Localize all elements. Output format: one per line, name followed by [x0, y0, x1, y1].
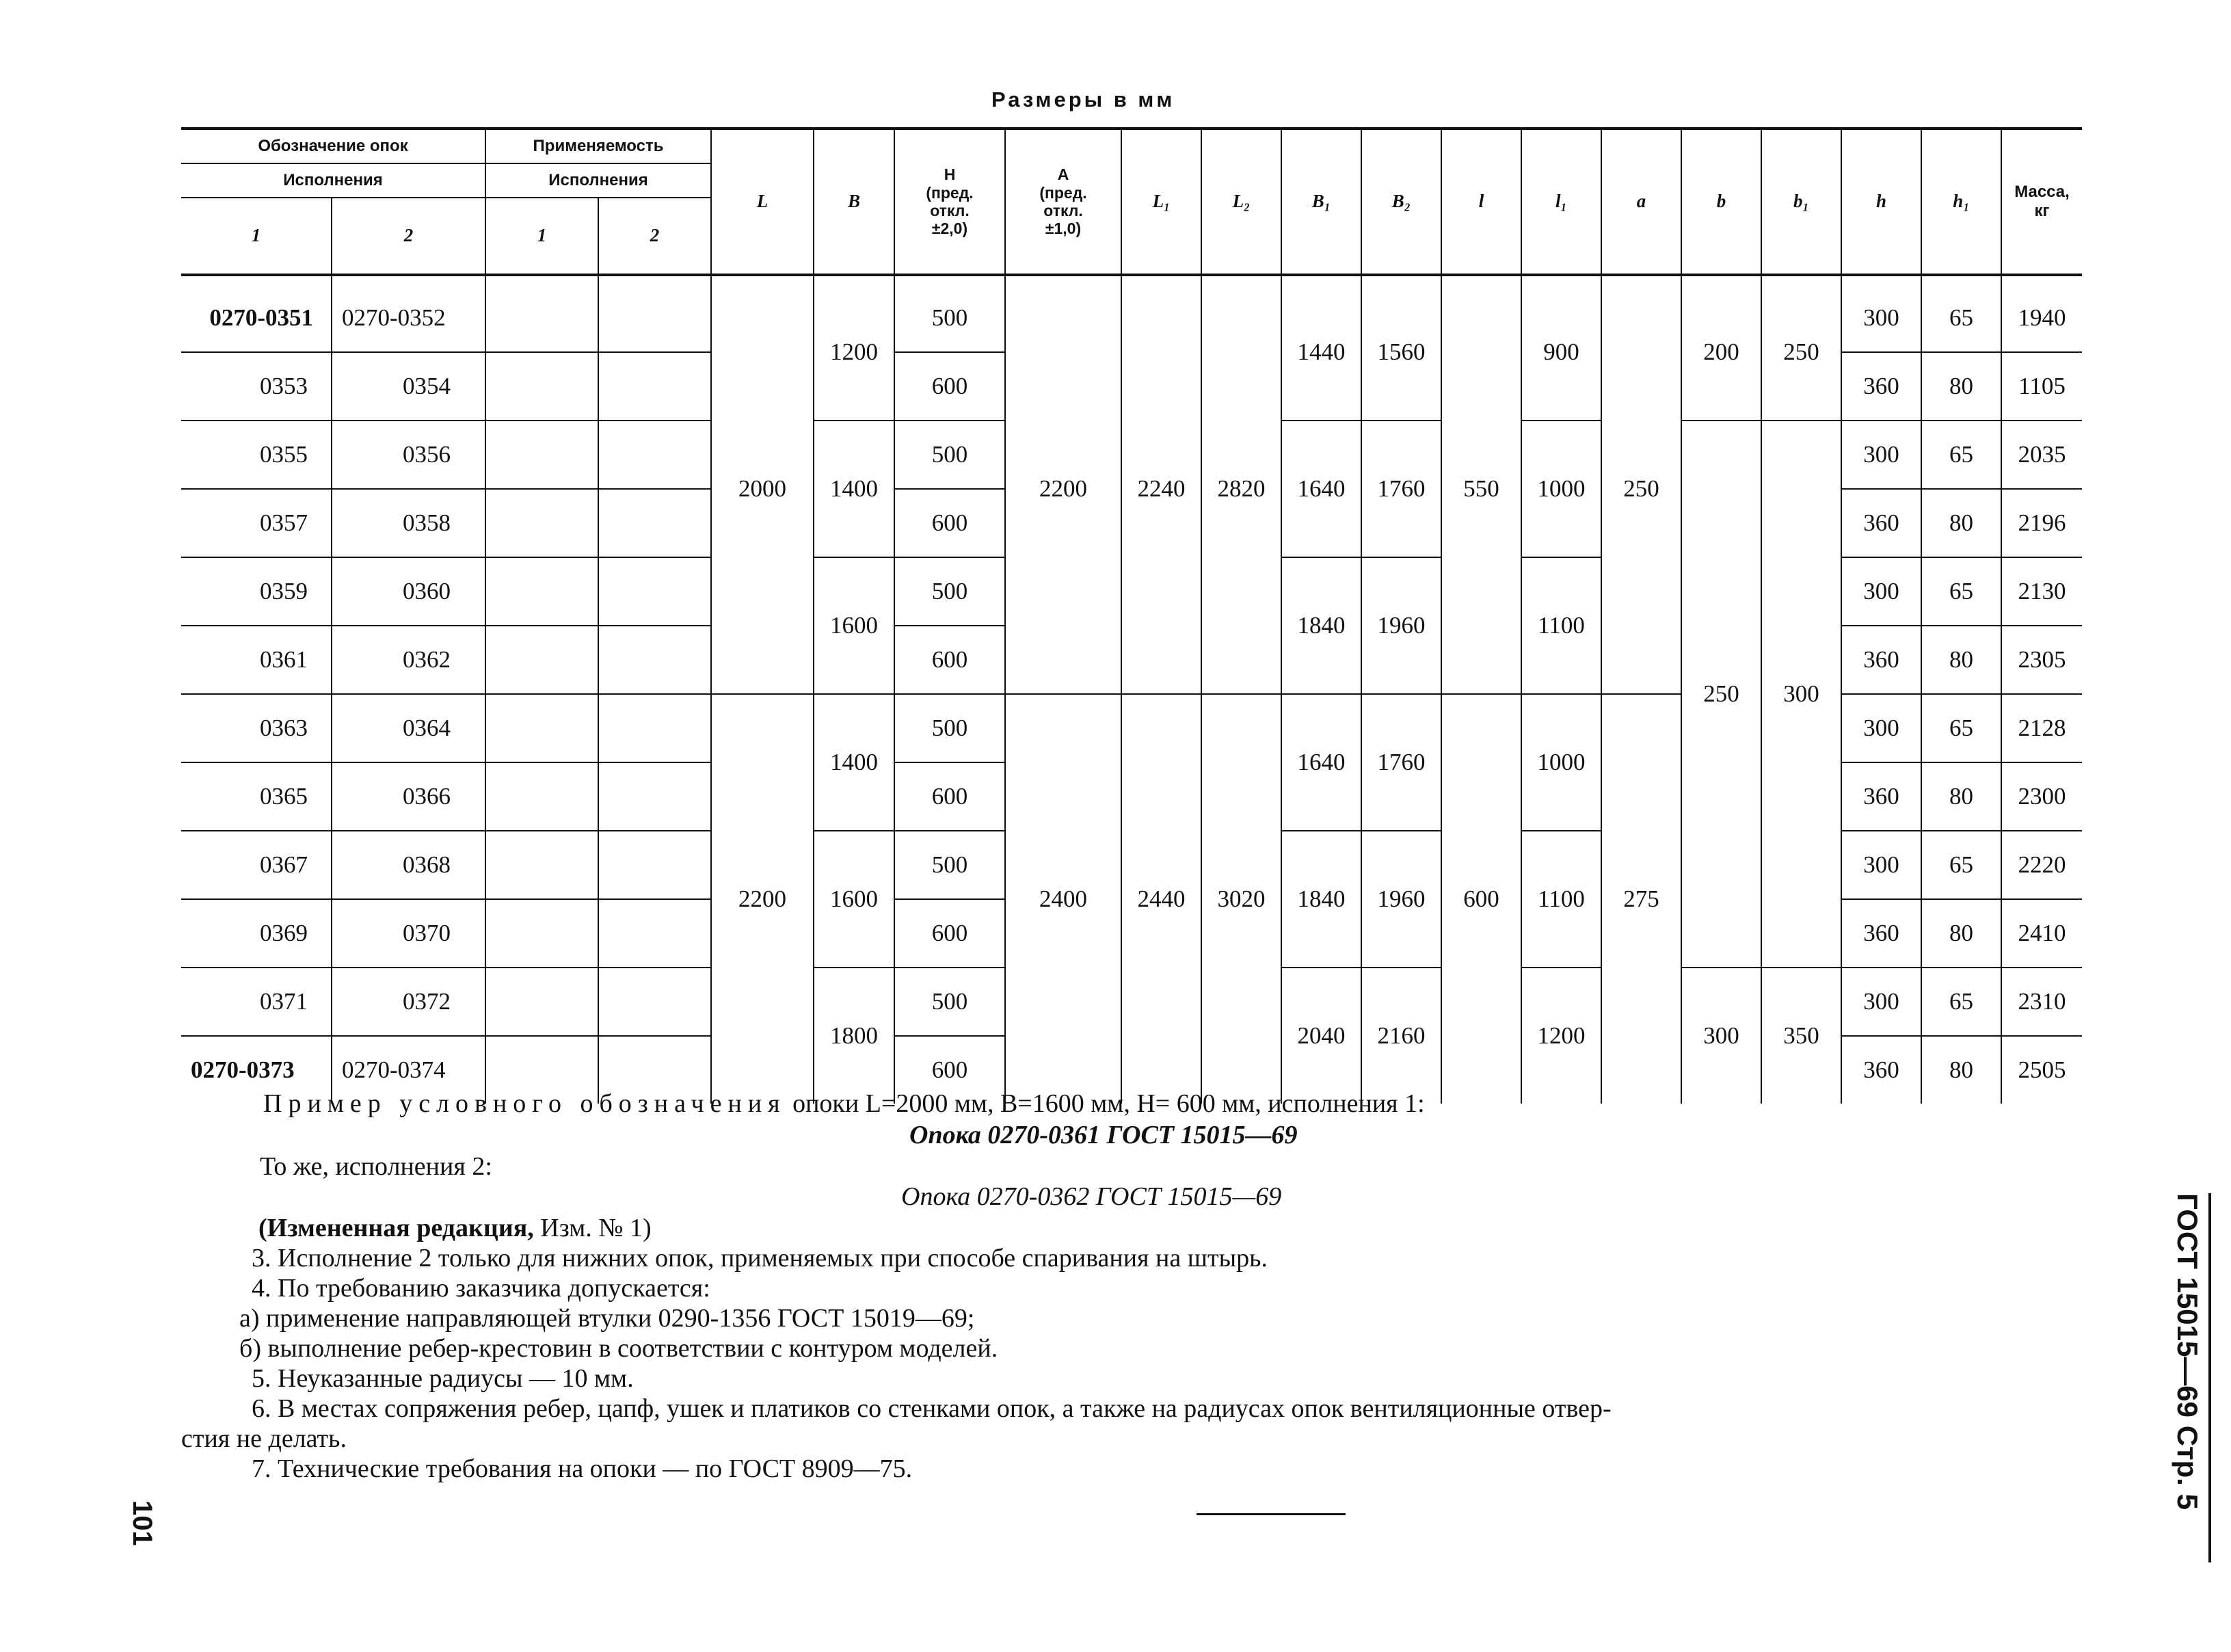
cell-l: 550 — [1441, 284, 1521, 694]
cell-applicability-1 — [485, 968, 598, 1036]
cell-mass: 2130 — [2001, 557, 2082, 626]
cell-h: 300 — [1841, 284, 1921, 352]
header-h: h — [1841, 129, 1921, 275]
note-item-4: 4. По требованию заказчика допускается: — [252, 1274, 710, 1303]
cell-applicability-1 — [485, 762, 598, 831]
cell-applicability-1 — [485, 421, 598, 489]
cell-variant-2: 0356 — [332, 421, 485, 489]
cell-variant-2: 0362 — [332, 626, 485, 694]
cell-h: 360 — [1841, 352, 1921, 421]
cell-variant-1: 0355 — [181, 421, 332, 489]
cell-A: 2200 — [1005, 284, 1121, 694]
cell-b: 250 — [1681, 421, 1761, 968]
cell-variant-1: 0369 — [181, 899, 332, 968]
cell-L2: 3020 — [1201, 694, 1281, 1104]
cell-mass: 2410 — [2001, 899, 2082, 968]
cell-B2: 1960 — [1361, 557, 1441, 694]
cell-L1: 2240 — [1121, 284, 1201, 694]
cell-mass: 2300 — [2001, 762, 2082, 831]
note-item-4b: б) выполнение ребер-крестовин в соответствии с контуром моделей. — [239, 1334, 998, 1363]
cell-B1: 1840 — [1281, 831, 1361, 968]
table-caption: Размеры в мм — [991, 88, 1175, 111]
cell-applicability-2 — [598, 762, 711, 831]
note-item-6-line1: 6. В местах сопряжения ребер, цапф, ушек и платиков со стенками опок, а также на радиусах опок вентиляционные отвер- — [252, 1394, 1612, 1423]
cell-mass: 2220 — [2001, 831, 2082, 899]
revision-number: Изм. № 1) — [540, 1214, 652, 1242]
cell-variant-1: 0357 — [181, 489, 332, 557]
cell-H: 500 — [894, 421, 1005, 489]
cell-applicability-1 — [485, 831, 598, 899]
cell-applicability-1 — [485, 489, 598, 557]
cell-variant-2: 0360 — [332, 557, 485, 626]
cell-B1: 1440 — [1281, 284, 1361, 421]
cell-variant-2: 0270-0374 — [332, 1036, 485, 1104]
cell-applicability-1 — [485, 352, 598, 421]
cell-applicability-1 — [485, 284, 598, 352]
cell-applicability-2 — [598, 626, 711, 694]
cell-b: 200 — [1681, 284, 1761, 421]
header-B: B — [814, 129, 894, 275]
cell-h1: 65 — [1921, 421, 2001, 489]
cell-L1: 2440 — [1121, 694, 1201, 1104]
cell-b1: 250 — [1761, 284, 1841, 421]
cell-applicability-1 — [485, 899, 598, 968]
cell-variant-1: 0367 — [181, 831, 332, 899]
cell-L2: 2820 — [1201, 284, 1281, 694]
cell-H: 500 — [894, 968, 1005, 1036]
dimensions-table — [181, 127, 2082, 1104]
cell-h1: 80 — [1921, 899, 2001, 968]
header-A: А (пред. откл. ±1,0) — [1005, 129, 1121, 275]
cell-h1: 65 — [1921, 284, 2001, 352]
cell-variant-1: 0270-0373 — [181, 1036, 332, 1104]
cell-mass: 2128 — [2001, 694, 2082, 762]
header-L: L — [711, 129, 814, 275]
cell-h1: 80 — [1921, 352, 2001, 421]
cell-mass: 1940 — [2001, 284, 2082, 352]
cell-B2: 1960 — [1361, 831, 1441, 968]
cell-variant-2: 0354 — [332, 352, 485, 421]
cell-applicability-2 — [598, 968, 711, 1036]
example-rest: опоки L=2000 мм, B=1600 мм, H= 600 мм, исполнения 1: — [792, 1089, 1425, 1118]
cell-B: 1400 — [814, 694, 894, 831]
cell-l: 600 — [1441, 694, 1521, 1104]
cell-H: 600 — [894, 489, 1005, 557]
cell-applicability-1 — [485, 694, 598, 762]
cell-h: 300 — [1841, 557, 1921, 626]
cell-variant-2: 0364 — [332, 694, 485, 762]
header-variant-2: 2 — [332, 198, 485, 275]
cell-h: 360 — [1841, 899, 1921, 968]
cell-applicability-2 — [598, 831, 711, 899]
header-variant-1: 1 — [181, 198, 332, 275]
revision-label: (Измененная редакция, — [258, 1214, 534, 1242]
cell-applicability-2 — [598, 899, 711, 968]
cell-variant-1: 0363 — [181, 694, 332, 762]
cell-applicability-1 — [485, 626, 598, 694]
cell-L: 2200 — [711, 694, 814, 1104]
cell-H: 500 — [894, 694, 1005, 762]
cell-a: 275 — [1601, 694, 1681, 1104]
header-B2: B₂ — [1361, 129, 1441, 275]
cell-variant-1: 0353 — [181, 352, 332, 421]
cell-variant-1: 0365 — [181, 762, 332, 831]
cell-l1: 1200 — [1521, 968, 1601, 1104]
header-l: l — [1441, 129, 1521, 275]
cell-h1: 65 — [1921, 694, 2001, 762]
cell-h: 300 — [1841, 694, 1921, 762]
cell-A: 2400 — [1005, 694, 1121, 1104]
cell-applicability-2 — [598, 421, 711, 489]
cell-h: 360 — [1841, 762, 1921, 831]
cell-h: 360 — [1841, 626, 1921, 694]
cell-l1: 1000 — [1521, 694, 1601, 831]
header-b1: b₁ — [1761, 129, 1841, 275]
cell-variant-2: 0370 — [332, 899, 485, 968]
cell-H: 500 — [894, 831, 1005, 899]
example-line — [263, 1090, 1425, 1119]
cell-B2: 2160 — [1361, 968, 1441, 1104]
example-code-2: Опока 0270-0362 ГОСТ 15015—69 — [901, 1182, 1282, 1211]
table-row — [181, 284, 2082, 352]
cell-mass: 1105 — [2001, 352, 2082, 421]
cell-applicability-2 — [598, 557, 711, 626]
cell-variant-1: 0270-0351 — [209, 304, 313, 331]
cell-H: 500 — [894, 284, 1005, 352]
note-item-4a: а) применение направляющей втулки 0290-1356 ГОСТ 15019—69; — [239, 1304, 975, 1333]
header-H: H (пред. откл. ±2,0) — [894, 129, 1005, 275]
cell-mass: 2035 — [2001, 421, 2082, 489]
note-item-5: 5. Неуказанные радиусы — 10 мм. — [252, 1364, 634, 1393]
cell-L: 2000 — [711, 284, 814, 694]
cell-applicability-2 — [598, 352, 711, 421]
cell-h1: 80 — [1921, 626, 2001, 694]
cell-B: 1200 — [814, 284, 894, 421]
note-item-6-line2: стия не делать. — [181, 1424, 347, 1453]
cell-H: 600 — [894, 352, 1005, 421]
cell-mass: 2196 — [2001, 489, 2082, 557]
cell-B1: 2040 — [1281, 968, 1361, 1104]
cell-mass: 2310 — [2001, 968, 2082, 1036]
cell-applicability-2 — [598, 489, 711, 557]
cell-h1: 80 — [1921, 1036, 2001, 1104]
cell-h1: 80 — [1921, 489, 2001, 557]
cell-variant-2: 0372 — [332, 968, 485, 1036]
cell-h1: 80 — [1921, 762, 2001, 831]
cell-variant-2: 0270-0352 — [332, 284, 485, 352]
page-number: 101 — [126, 1500, 157, 1546]
cell-mass: 2505 — [2001, 1036, 2082, 1104]
revision-note — [258, 1214, 652, 1243]
cell-h1: 65 — [1921, 968, 2001, 1036]
cell-H: 500 — [894, 557, 1005, 626]
note-item-3: 3. Исполнение 2 только для нижних опок, применяемых при способе спаривания на штырь. — [252, 1244, 1268, 1273]
end-rule — [1197, 1513, 1346, 1515]
cell-applicability-2 — [598, 694, 711, 762]
cell-applicability-2 — [598, 284, 711, 352]
cell-l1: 1100 — [1521, 831, 1601, 968]
header-a: a — [1601, 129, 1681, 275]
cell-B1: 1840 — [1281, 557, 1361, 694]
header-applicability-2: 2 — [598, 198, 711, 275]
example-code-1: Опока 0270-0361 ГОСТ 15015—69 — [909, 1121, 1298, 1149]
header-designation: Обозначение опок — [258, 137, 408, 156]
cell-h: 300 — [1841, 421, 1921, 489]
cell-h: 300 — [1841, 968, 1921, 1036]
cell-variant-2: 0366 — [332, 762, 485, 831]
cell-l1: 1000 — [1521, 421, 1601, 557]
cell-h: 360 — [1841, 489, 1921, 557]
cell-l1: 900 — [1521, 284, 1601, 421]
cell-B2: 1560 — [1361, 284, 1441, 421]
cell-variant-1: 0361 — [181, 626, 332, 694]
cell-h1: 65 — [1921, 831, 2001, 899]
cell-B: 1600 — [814, 831, 894, 968]
cell-a: 250 — [1601, 284, 1681, 694]
cell-H: 600 — [894, 626, 1005, 694]
cell-h: 360 — [1841, 1036, 1921, 1104]
cell-H: 600 — [894, 1036, 1005, 1104]
header-variants-applicability: Исполнения — [485, 163, 711, 198]
header-variants-designation: Исполнения — [181, 163, 485, 198]
header-L2: L₂ — [1201, 129, 1281, 275]
cell-b: 300 — [1681, 968, 1761, 1104]
cell-variant-1: 0359 — [181, 557, 332, 626]
header-l1: l₁ — [1521, 129, 1601, 275]
cell-applicability-1 — [485, 557, 598, 626]
same-variant-2: То же, исполнения 2: — [260, 1152, 492, 1181]
header-L1: L₁ — [1121, 129, 1201, 275]
cell-h1: 65 — [1921, 557, 2001, 626]
cell-B1: 1640 — [1281, 421, 1361, 557]
cell-B2: 1760 — [1361, 421, 1441, 557]
cell-B1: 1640 — [1281, 694, 1361, 831]
cell-variant-2: 0368 — [332, 831, 485, 899]
cell-variant-1: 0371 — [181, 968, 332, 1036]
example-prefix: Пример условного обозначения — [263, 1089, 786, 1118]
note-item-7: 7. Технические требования на опоки — по ГОСТ 8909—75. — [252, 1454, 913, 1483]
header-B1: B₁ — [1281, 129, 1361, 275]
cell-H: 600 — [894, 762, 1005, 831]
side-label: ГОСТ 15015—69 Стр. 5 — [2172, 1193, 2204, 1510]
header-applicability: Применяемость — [485, 129, 711, 163]
cell-mass: 2305 — [2001, 626, 2082, 694]
cell-b1: 350 — [1761, 968, 1841, 1104]
header-mass: Масса, кг — [2001, 129, 2082, 275]
header-applicability-1: 1 — [485, 198, 598, 275]
header-h1: h₁ — [1921, 129, 2001, 275]
cell-variant-2: 0358 — [332, 489, 485, 557]
cell-B: 1600 — [814, 557, 894, 694]
cell-b1: 300 — [1761, 421, 1841, 968]
cell-H: 600 — [894, 899, 1005, 968]
cell-B: 1400 — [814, 421, 894, 557]
side-header — [2167, 1193, 2211, 1562]
cell-B: 1800 — [814, 968, 894, 1104]
header-b: b — [1681, 129, 1761, 275]
cell-B2: 1760 — [1361, 694, 1441, 831]
cell-h: 300 — [1841, 831, 1921, 899]
cell-l1: 1100 — [1521, 557, 1601, 694]
